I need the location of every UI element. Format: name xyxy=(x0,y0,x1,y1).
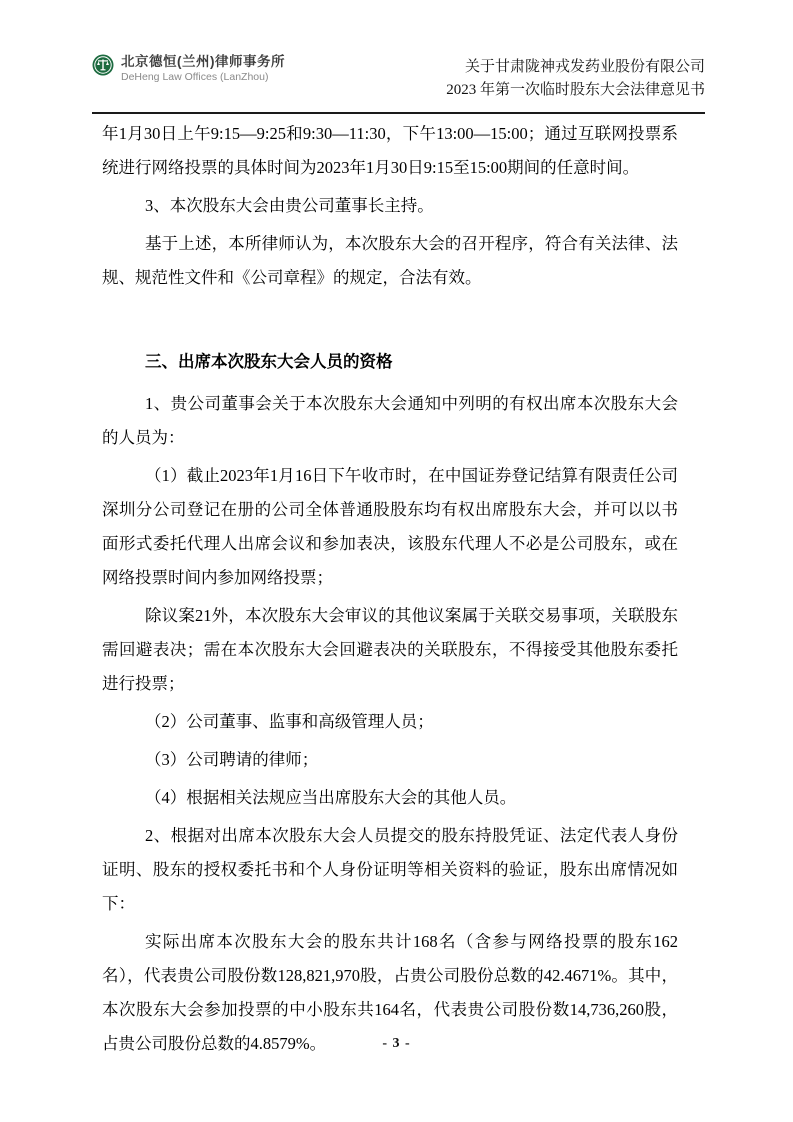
firm-names xyxy=(121,54,285,84)
paragraph: 1、贵公司董事会关于本次股东大会通知中列明的有权出席本次股东大会的人员为： xyxy=(102,394,678,447)
document-title xyxy=(446,50,705,102)
paragraph: 年1月30日上午9:15—9:25和9:30—11:30，下午13:00—15:00；通过互联网投票系统进行网络投票的具体时间为2023年1月30日9:15至15:00期间的任意时间。 xyxy=(102,124,678,177)
firm-logo-block xyxy=(92,50,285,84)
firm-name-cn: 北京德恒(兰州)律师事务所 xyxy=(121,54,285,69)
document-title-line2: 2023 年第一次临时股东大会法律意见书 xyxy=(446,82,705,98)
deheng-logo-icon xyxy=(92,54,114,76)
paragraph: 实际出席本次股东大会的股东共计168名（含参与网络投票的股东162名），代表贵公司股份数128,821,970股，占贵公司股份总数的42.4671%。其中，本次股东大会参加投票的中小股东共164名，代表贵公司股份数14,736,260股，占贵公司股份总数的4.8579%。 xyxy=(102,932,678,1053)
document-body xyxy=(102,117,678,1065)
document-title-line1: 关于甘肃陇神戎发药业股份有限公司 xyxy=(464,59,705,75)
paragraph: 基于上述，本所律师认为，本次股东大会的召开程序，符合有关法律、法规、规范性文件和《公司章程》的规定，合法有效。 xyxy=(102,234,678,287)
paragraph: （3）公司聘请的律师； xyxy=(145,750,319,769)
firm-name-en: DeHeng Law Offices (LanZhou) xyxy=(121,71,269,83)
section-heading: 三、出席本次股东大会人员的资格 xyxy=(145,353,393,371)
paragraph: （4）根据相关法规应当出席股东大会的其他人员。 xyxy=(145,788,517,807)
paragraph: （1）截止2023年1月16日下午收市时，在中国证券登记结算有限责任公司深圳分公司登记在册的公司全体普通股股东均有权出席股东大会，并可以以书面形式委托代理人出席会议和参加表决，该股东代理人不必是公司股东，或在网络投票时间内参加网络投票； xyxy=(102,466,678,587)
page-header xyxy=(92,50,705,114)
paragraph: 3、本次股东大会由贵公司董事长主持。 xyxy=(145,196,434,215)
paragraph: （2）公司董事、监事和高级管理人员； xyxy=(145,712,434,731)
paragraph: 除议案21外，本次股东大会审议的其他议案属于关联交易事项，关联股东需回避表决；需在本次股东大会回避表决的关联股东，不得接受其他股东委托进行投票； xyxy=(102,606,678,693)
paragraph: 2、根据对出席本次股东大会人员提交的股东持股凭证、法定代表人身份证明、股东的授权委托书和个人身份证明等相关资料的验证，股东出席情况如下： xyxy=(102,826,678,913)
page-number: - 3 - xyxy=(382,1036,411,1051)
